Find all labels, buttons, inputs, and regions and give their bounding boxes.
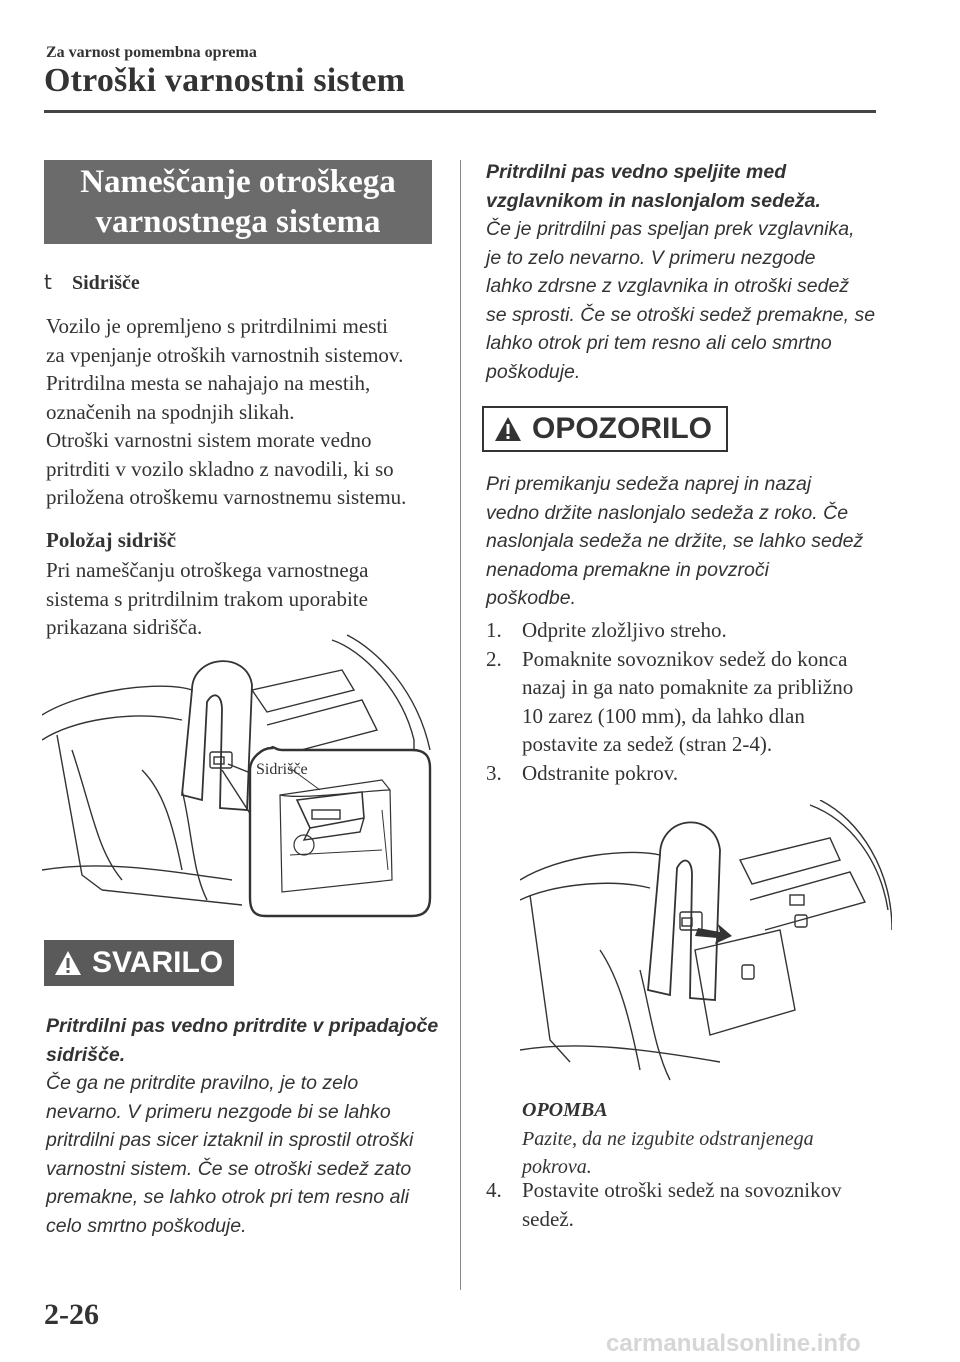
caution-text (46, 1012, 441, 1240)
page-title: Otroški varnostni sistem (44, 62, 406, 99)
step-number: 3. (486, 760, 502, 785)
warning-triangle-icon (54, 950, 82, 976)
text-line: Pritrdilna mesta se nahajajo na mestih, (46, 371, 371, 395)
text-line: Pritrdilni pas vedno pritrdite v pripadajoče (46, 1015, 439, 1037)
arrow-icon (695, 924, 732, 944)
text-line: poškoduje. (486, 360, 581, 383)
text-line: Če ga ne pritrdite pravilno, je to zelo (46, 1072, 359, 1094)
caution-banner (44, 940, 234, 986)
anchor-callout-label: Sidrišče (256, 761, 308, 778)
text-line: nazaj in ga nato pomaknite za približno (522, 675, 854, 699)
text-line: označenih na spodnjih slikah. (46, 399, 295, 424)
watermark: carmanualsonline.info (606, 1330, 861, 1357)
list-item (486, 616, 896, 645)
text-line: je to zelo nevarno. V primeru nezgode (486, 246, 816, 269)
text-line: pritrdilni pas sicer iztaknil in sprostil otroški (46, 1129, 414, 1151)
warning-label: OPOZORILO (532, 412, 712, 445)
text-line: Pritrdilni pas vedno speljite med (486, 161, 787, 183)
position-paragraph (46, 556, 446, 642)
text-line: pritrditi v vozilo skladno z navodili, ki so (46, 456, 394, 481)
step-number: 2. (486, 646, 502, 671)
text-line: varnostni sistem. Če se otroški sedež zato (46, 1157, 412, 1180)
title-rule (44, 110, 876, 113)
step-text (522, 759, 896, 788)
step-4 (486, 1176, 896, 1233)
cover-removal-figure (520, 800, 892, 1082)
anchor-location-figure (42, 630, 434, 920)
section-heading-box (44, 160, 432, 244)
text-line: nevarno. V primeru nezgode bi se lahko (46, 1100, 391, 1123)
text-line: Pazite, da ne izgubite odstranjenega (522, 1127, 814, 1150)
text-line: 10 zarez (100 mm), da lahko dlan (522, 703, 805, 728)
text-line: Postavite otroški sedež na sovoznikov (522, 1178, 842, 1202)
text-line: Pri premikanju sedeža naprej in nazaj (486, 473, 812, 495)
step-text (522, 645, 896, 759)
warning-banner (482, 406, 728, 452)
warning-triangle-icon (494, 416, 522, 442)
warning-text (486, 470, 886, 613)
step-text (522, 1176, 896, 1233)
text-line: Odprite zložljivo streho. (522, 618, 727, 642)
anchor-heading-text: Sidrišče (72, 272, 140, 294)
text-line: Pomaknite sovoznikov sedež do konca (522, 646, 848, 671)
text-line: nenadoma premakne in povzroči (486, 558, 769, 581)
text-line: sistema s pritrdilnim trakom uporabite (46, 586, 368, 611)
section-heading-line-1: Nameščanje otroškega (80, 164, 396, 200)
step-number: 1. (486, 618, 502, 642)
text-line: vedno držite naslonjalo sedeža z roko. Če (486, 501, 849, 524)
column-divider (460, 160, 461, 1290)
list-item (486, 1176, 896, 1233)
text-line: celo smrtno poškoduje. (46, 1214, 247, 1237)
text-line: Odstranite pokrov. (522, 760, 679, 785)
text-line: naslonjala sedeža ne držite, se lahko sedež (486, 530, 864, 552)
text-line: Otroški varnostni sistem morate vedno (46, 428, 372, 452)
text-line: Vozilo je opremljeno s pritrdilnimi mesti (46, 314, 388, 338)
text-line: se sprosti. Če se otroški sedež premakne, se (486, 303, 876, 326)
position-heading: Položaj sidrišč (46, 528, 177, 552)
step-number: 4. (486, 1178, 502, 1202)
text-line: pokrova. (522, 1156, 592, 1178)
text-line: prikazana sidrišča. (46, 615, 203, 639)
breadcrumb: Za varnost pomembna oprema (46, 44, 257, 61)
text-line: postavite za sedež (stran 2-4). (522, 732, 773, 756)
page-number: 2-26 (44, 1298, 99, 1331)
text-line: premakne, se lahko otrok pri tem resno ali (46, 1186, 410, 1208)
list-item (486, 645, 896, 759)
text-line: lahko otrok pri tem resno ali celo smrtno (486, 332, 832, 354)
bullet-glyph: t (44, 270, 52, 294)
intro-paragraph (46, 312, 446, 512)
steps-list (486, 616, 896, 787)
step-text (522, 616, 896, 645)
caution-label: SVARILO (92, 946, 224, 979)
list-item (486, 759, 896, 788)
text-line: priložena otroškemu varnostnemu sistemu. (46, 485, 407, 509)
note-heading: OPOMBA (522, 1099, 608, 1121)
text-line: lahko zdrsne z vzglavnika in otroški sedež (486, 275, 850, 297)
text-line: za vpenjanje otroških varnostnih sistemov. (46, 342, 404, 367)
text-line: poškodbe. (486, 587, 576, 609)
text-line: sidrišče. (46, 1043, 126, 1066)
note-block (522, 1096, 882, 1182)
text-line: Če je pritrdilni pas speljan prek vzglavnika, (486, 218, 855, 240)
text-line: sedež. (522, 1206, 574, 1231)
text-line: vzglavnikom in naslonjalom sedeža. (486, 189, 821, 212)
right-caution-text (486, 158, 886, 386)
anchor-heading (44, 270, 140, 295)
text-line: Pri nameščanju otroškega varnostnega (46, 558, 369, 582)
section-heading-line-2: varnostnega sistema (95, 204, 381, 240)
